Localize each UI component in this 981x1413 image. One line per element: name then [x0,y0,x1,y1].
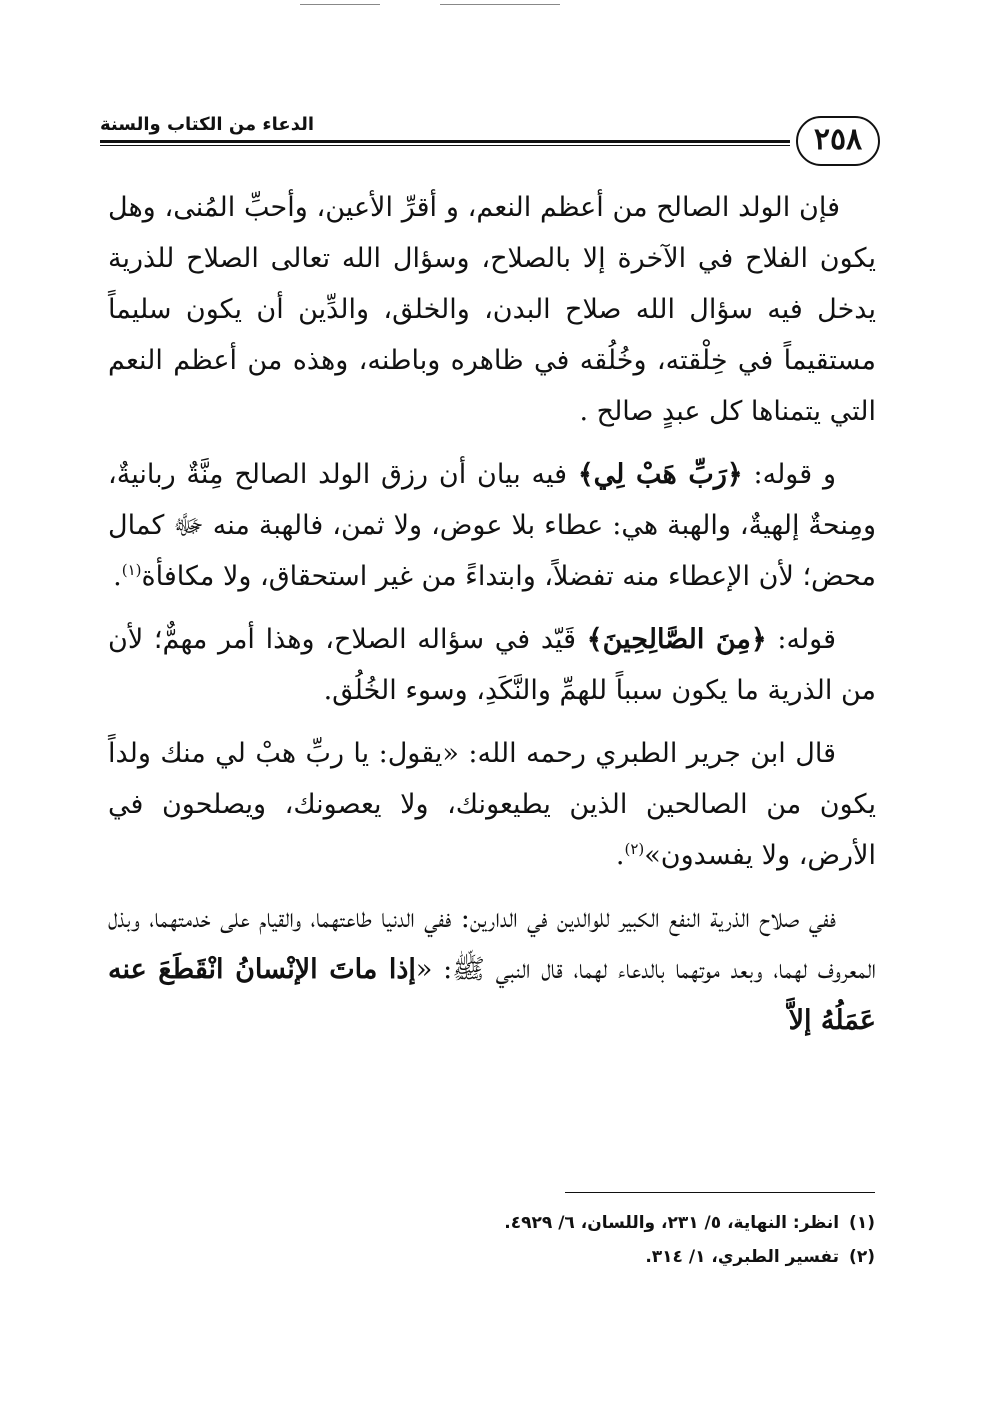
running-title: الدعاء من الكتاب والسنة [100,114,315,135]
footnote-separator [565,1192,875,1193]
footnote-2 [400,1240,875,1274]
footnotes [400,1206,875,1274]
paragraph-1: فإن الولد الصالح من أعظم النعم، و أقرِّ الأعين، وأحبِّ المُنى، وهل يكون الفلاح في الآخرة إلا بالصلاح، وسؤال الله تعالى الصلاح للذرية يدخل فيه سؤال الله صلاح البدن، والخلق، والدِّين أن يكون سليماً مستقيماً في خِلْقته، وخُلُقه في ظاهره وباطنه، وهذه من أعظم النعم التي يتمناها كل عبدٍ صالح . [108,192,876,427]
page-number: ٢٥٨ [796,116,880,166]
footnote-1 [400,1206,875,1240]
footnote-text: تفسير الطبري، ١/ ٣١٤. [645,1247,840,1267]
footnote-text: انظر: النهاية، ٥/ ٢٣١، واللسان، ٦/ ٤٩٢٩. [504,1213,840,1233]
footnote-ref-1: (١) [121,561,142,579]
footnote-number: (٢) [849,1247,875,1267]
footnote-number: (١) [849,1213,875,1233]
paragraph-4 [108,728,876,881]
footnote-ref-2: (٢) [624,840,645,858]
paragraph-5-text: ففي صلاح الذرية النفع الكبير للوالدين في الدارين: ففي الدنيا طاعتهما، والقيام على خدمتهما، وبذل المعروف لهما، وبعد موتهما بالدعاء لهما، قال النبي ﷺ: « [108,903,877,985]
scan-artifact-line [440,4,560,5]
paragraph-2-end: . [113,561,122,592]
header-thin-rule [100,145,790,146]
paragraph-4-text: قال ابن جرير الطبري رحمه الله: «يقول: يا ربِّ هبْ لي منك ولداً يكون من الصالحين الذين يطيعونك، ولا يعصونك، ويصلحون في الأرض، ولا يفسدون» [108,738,876,871]
paragraph-2-lead: و قوله: [742,459,836,490]
paragraph-5 [108,893,876,1046]
scan-artifact-line [300,4,380,5]
header-thick-rule [100,140,790,143]
paragraph-2 [108,449,876,602]
paragraph-3-lead: قوله: [766,624,837,655]
page-header [100,108,880,168]
paragraph-3-text: قَيّد في سؤاله الصلاح، وهذا أمر مهمٌّ؛ لأن من الذرية ما يكون سبباً للهمِّ والنَّكَدِ، وسوء الخُلُق. [108,624,876,706]
hadith-quote: إذا ماتَ الإنْسانُ انْقَطَعَ عنه عَمَلُهُ إلاَّ [108,954,876,1036]
main-text [108,182,876,1058]
quran-verse: ﴿رَبِّ هَبْ لِي﴾ [577,459,743,490]
quran-verse: ﴿مِنَ الصَّالِحِينَ﴾ [586,624,767,655]
paragraph-3 [108,614,876,716]
paragraph-2-text: فيه بيان أن رزق الولد الصالح مِنَّةٌ ربانيةٌ، ومِنحةٌ إلهيةٌ، والهبة هي: عطاء بلا عوض، ولا ثمن، فالهبة منه ﷻ كمال محض؛ لأن الإعطاء منه تفضلاً، وابتداءً من غير استحقاق، ولا مكافأة [108,459,876,592]
paragraph-4-end: . [615,840,625,871]
